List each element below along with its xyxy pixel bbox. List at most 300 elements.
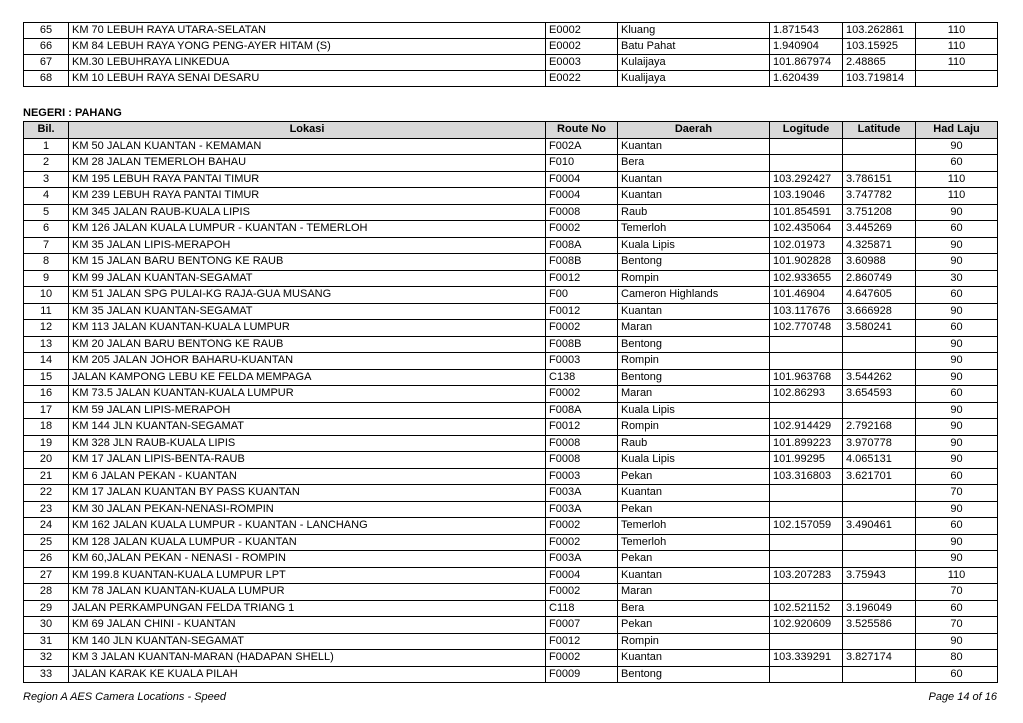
cell-route: F0008 bbox=[546, 204, 618, 221]
cell-daerah: Raub bbox=[618, 204, 770, 221]
table-row bbox=[24, 155, 998, 172]
cell-route: F0004 bbox=[546, 171, 618, 188]
cell-daerah: Maran bbox=[618, 320, 770, 337]
cell-latitude: 3.654593 bbox=[843, 386, 916, 403]
cell-latitude: 3.544262 bbox=[843, 369, 916, 386]
header-latitude: Latitude bbox=[843, 122, 916, 139]
table-row bbox=[24, 55, 998, 71]
cell-daerah: Temerloh bbox=[618, 518, 770, 535]
cell-longitude: 102.770748 bbox=[770, 320, 843, 337]
cell-bil: 1 bbox=[24, 138, 69, 155]
cell-daerah: Bera bbox=[618, 600, 770, 617]
cell-route: E0003 bbox=[546, 55, 618, 71]
cell-route: F0002 bbox=[546, 320, 618, 337]
cell-longitude: 102.435064 bbox=[770, 221, 843, 238]
cell-route: F010 bbox=[546, 155, 618, 172]
cell-route: F0008 bbox=[546, 435, 618, 452]
cell-longitude: 102.521152 bbox=[770, 600, 843, 617]
cell-had-laju: 30 bbox=[916, 270, 998, 287]
table-row bbox=[24, 666, 998, 683]
cell-route: C118 bbox=[546, 600, 618, 617]
cell-route: F0012 bbox=[546, 303, 618, 320]
cell-longitude: 103.117676 bbox=[770, 303, 843, 320]
cell-longitude bbox=[770, 551, 843, 568]
header-bil: Bil. bbox=[24, 122, 69, 139]
cell-latitude: 3.75943 bbox=[843, 567, 916, 584]
table-row bbox=[24, 650, 998, 667]
cell-longitude: 1.940904 bbox=[770, 39, 843, 55]
cell-latitude bbox=[843, 485, 916, 502]
cell-daerah: Temerloh bbox=[618, 534, 770, 551]
cell-bil: 30 bbox=[24, 617, 69, 634]
cell-daerah: Kualijaya bbox=[618, 71, 770, 87]
cell-had-laju: 60 bbox=[916, 666, 998, 683]
table-row bbox=[24, 501, 998, 518]
cell-route: F008B bbox=[546, 254, 618, 271]
table-row bbox=[24, 551, 998, 568]
cell-latitude: 3.970778 bbox=[843, 435, 916, 452]
cell-longitude bbox=[770, 402, 843, 419]
cell-had-laju: 110 bbox=[916, 171, 998, 188]
cell-daerah: Kuantan bbox=[618, 171, 770, 188]
cell-longitude: 101.963768 bbox=[770, 369, 843, 386]
cell-latitude: 3.827174 bbox=[843, 650, 916, 667]
cell-daerah: Kuala Lipis bbox=[618, 452, 770, 469]
cell-bil: 6 bbox=[24, 221, 69, 238]
cell-latitude bbox=[843, 353, 916, 370]
cell-had-laju: 60 bbox=[916, 221, 998, 238]
cell-latitude bbox=[843, 336, 916, 353]
cell-lokasi: KM 113 JALAN KUANTAN-KUALA LUMPUR bbox=[69, 320, 546, 337]
cell-latitude: 3.580241 bbox=[843, 320, 916, 337]
cell-bil: 16 bbox=[24, 386, 69, 403]
table-row bbox=[24, 39, 998, 55]
cell-lokasi: KM 28 JALAN TEMERLOH BAHAU bbox=[69, 155, 546, 172]
cell-had-laju: 90 bbox=[916, 633, 998, 650]
table-row bbox=[24, 534, 998, 551]
cell-had-laju: 90 bbox=[916, 435, 998, 452]
cell-lokasi: KM 99 JALAN KUANTAN-SEGAMAT bbox=[69, 270, 546, 287]
table-row bbox=[24, 188, 998, 205]
cell-lokasi: KM 195 LEBUH RAYA PANTAI TIMUR bbox=[69, 171, 546, 188]
cell-had-laju: 90 bbox=[916, 303, 998, 320]
cell-route: F003A bbox=[546, 551, 618, 568]
cell-bil: 5 bbox=[24, 204, 69, 221]
cell-had-laju bbox=[916, 71, 998, 87]
cell-daerah: Maran bbox=[618, 584, 770, 601]
cell-latitude bbox=[843, 501, 916, 518]
cell-lokasi: KM 140 JLN KUANTAN-SEGAMAT bbox=[69, 633, 546, 650]
cell-had-laju: 90 bbox=[916, 369, 998, 386]
cell-lokasi: KM 126 JALAN KUALA LUMPUR - KUANTAN - TEMERLOH bbox=[69, 221, 546, 238]
cell-lokasi: KM 3 JALAN KUANTAN-MARAN (HADAPAN SHELL) bbox=[69, 650, 546, 667]
cell-latitude bbox=[843, 155, 916, 172]
cell-route: F003A bbox=[546, 485, 618, 502]
cell-longitude bbox=[770, 155, 843, 172]
cell-route: F0008 bbox=[546, 452, 618, 469]
cell-had-laju: 90 bbox=[916, 138, 998, 155]
cell-longitude: 101.867974 bbox=[770, 55, 843, 71]
cell-daerah: Pekan bbox=[618, 501, 770, 518]
cell-route: C138 bbox=[546, 369, 618, 386]
table-row bbox=[24, 402, 998, 419]
table-row bbox=[24, 254, 998, 271]
table-row bbox=[24, 336, 998, 353]
cell-route: F0002 bbox=[546, 518, 618, 535]
cell-latitude: 2.792168 bbox=[843, 419, 916, 436]
cell-had-laju: 70 bbox=[916, 485, 998, 502]
cell-daerah: Pekan bbox=[618, 468, 770, 485]
cell-bil: 25 bbox=[24, 534, 69, 551]
cell-daerah: Kuala Lipis bbox=[618, 237, 770, 254]
cell-longitude: 101.854591 bbox=[770, 204, 843, 221]
cell-lokasi: KM 17 JALAN KUANTAN BY PASS KUANTAN bbox=[69, 485, 546, 502]
cell-lokasi: KM 144 JLN KUANTAN-SEGAMAT bbox=[69, 419, 546, 436]
cell-longitude: 1.871543 bbox=[770, 23, 843, 39]
cell-daerah: Cameron Highlands bbox=[618, 287, 770, 304]
cell-route: E0002 bbox=[546, 39, 618, 55]
cell-longitude: 102.157059 bbox=[770, 518, 843, 535]
cell-longitude: 102.86293 bbox=[770, 386, 843, 403]
page-number: Page 14 of 16 bbox=[928, 691, 997, 703]
cell-bil: 10 bbox=[24, 287, 69, 304]
table-row bbox=[24, 221, 998, 238]
cell-had-laju: 60 bbox=[916, 600, 998, 617]
cell-route: F0012 bbox=[546, 419, 618, 436]
cell-route: F0004 bbox=[546, 567, 618, 584]
cell-had-laju: 110 bbox=[916, 55, 998, 71]
cell-latitude: 3.60988 bbox=[843, 254, 916, 271]
cell-latitude bbox=[843, 534, 916, 551]
cell-had-laju: 60 bbox=[916, 386, 998, 403]
cell-lokasi: KM 20 JALAN BARU BENTONG KE RAUB bbox=[69, 336, 546, 353]
cell-bil: 28 bbox=[24, 584, 69, 601]
cell-route: F0009 bbox=[546, 666, 618, 683]
cell-route: F0002 bbox=[546, 386, 618, 403]
cell-lokasi: KM 84 LEBUH RAYA YONG PENG-AYER HITAM (S) bbox=[69, 39, 546, 55]
cell-had-laju: 90 bbox=[916, 501, 998, 518]
cell-had-laju: 60 bbox=[916, 518, 998, 535]
cell-longitude: 101.46904 bbox=[770, 287, 843, 304]
cell-latitude: 4.325871 bbox=[843, 237, 916, 254]
cell-lokasi: KM 78 JALAN KUANTAN-KUALA LUMPUR bbox=[69, 584, 546, 601]
cell-lokasi: JALAN KARAK KE KUALA PILAH bbox=[69, 666, 546, 683]
cell-bil: 22 bbox=[24, 485, 69, 502]
cell-lokasi: KM 35 JALAN LIPIS-MERAPOH bbox=[69, 237, 546, 254]
table-row bbox=[24, 518, 998, 535]
table-row bbox=[24, 600, 998, 617]
cell-latitude: 3.747782 bbox=[843, 188, 916, 205]
cell-had-laju: 90 bbox=[916, 237, 998, 254]
cell-longitude: 102.914429 bbox=[770, 419, 843, 436]
cell-daerah: Kluang bbox=[618, 23, 770, 39]
table-row bbox=[24, 303, 998, 320]
cell-longitude bbox=[770, 353, 843, 370]
cell-route: F0002 bbox=[546, 221, 618, 238]
cell-lokasi: KM 15 JALAN BARU BENTONG KE RAUB bbox=[69, 254, 546, 271]
cell-daerah: Bentong bbox=[618, 369, 770, 386]
header-row bbox=[24, 122, 998, 139]
cell-bil: 20 bbox=[24, 452, 69, 469]
cell-daerah: Kuantan bbox=[618, 567, 770, 584]
cell-latitude: 3.751208 bbox=[843, 204, 916, 221]
cell-had-laju: 70 bbox=[916, 584, 998, 601]
cell-had-laju: 90 bbox=[916, 353, 998, 370]
cell-latitude bbox=[843, 138, 916, 155]
cell-bil: 18 bbox=[24, 419, 69, 436]
cell-latitude: 103.719814 bbox=[843, 71, 916, 87]
table-row bbox=[24, 584, 998, 601]
cell-lokasi: KM 73.5 JALAN KUANTAN-KUALA LUMPUR bbox=[69, 386, 546, 403]
table-row bbox=[24, 386, 998, 403]
cell-latitude: 103.262861 bbox=[843, 23, 916, 39]
footer-title: Region A AES Camera Locations - Speed bbox=[23, 691, 227, 703]
cell-daerah: Kuantan bbox=[618, 138, 770, 155]
cell-daerah: Maran bbox=[618, 386, 770, 403]
cell-route: F0003 bbox=[546, 353, 618, 370]
cell-daerah: Pekan bbox=[618, 617, 770, 634]
header-lokasi: Lokasi bbox=[69, 122, 546, 139]
cell-route: F0012 bbox=[546, 270, 618, 287]
cell-latitude bbox=[843, 666, 916, 683]
cell-bil: 13 bbox=[24, 336, 69, 353]
cell-latitude bbox=[843, 402, 916, 419]
state-label: NEGERI : PAHANG bbox=[23, 107, 122, 119]
header-daerah: Daerah bbox=[618, 122, 770, 139]
cell-longitude bbox=[770, 666, 843, 683]
cell-lokasi: KM 59 JALAN LIPIS-MERAPOH bbox=[69, 402, 546, 419]
cell-daerah: Raub bbox=[618, 435, 770, 452]
cell-bil: 12 bbox=[24, 320, 69, 337]
cell-daerah: Kuantan bbox=[618, 650, 770, 667]
cell-bil: 23 bbox=[24, 501, 69, 518]
cell-had-laju: 90 bbox=[916, 336, 998, 353]
cell-latitude: 3.196049 bbox=[843, 600, 916, 617]
header-route: Route No bbox=[546, 122, 618, 139]
cell-longitude: 103.339291 bbox=[770, 650, 843, 667]
cell-longitude: 101.902828 bbox=[770, 254, 843, 271]
cell-route: F0003 bbox=[546, 468, 618, 485]
cell-lokasi: KM 69 JALAN CHINI - KUANTAN bbox=[69, 617, 546, 634]
cell-bil: 29 bbox=[24, 600, 69, 617]
cell-bil: 14 bbox=[24, 353, 69, 370]
cell-latitude: 3.786151 bbox=[843, 171, 916, 188]
cell-had-laju: 60 bbox=[916, 468, 998, 485]
cell-lokasi: KM.30 LEBUHRAYA LINKEDUA bbox=[69, 55, 546, 71]
cell-daerah: Rompin bbox=[618, 270, 770, 287]
cell-lokasi: JALAN KAMPONG LEBU KE FELDA MEMPAGA bbox=[69, 369, 546, 386]
cell-lokasi: KM 35 JALAN KUANTAN-SEGAMAT bbox=[69, 303, 546, 320]
cell-lokasi: KM 199.8 KUANTAN-KUALA LUMPUR LPT bbox=[69, 567, 546, 584]
cell-longitude bbox=[770, 336, 843, 353]
cell-had-laju: 60 bbox=[916, 287, 998, 304]
table-row bbox=[24, 419, 998, 436]
cell-lokasi: KM 60,JALAN PEKAN - NENASI - ROMPIN bbox=[69, 551, 546, 568]
cell-longitude: 102.920609 bbox=[770, 617, 843, 634]
cell-bil: 67 bbox=[24, 55, 69, 71]
cell-route: F002A bbox=[546, 138, 618, 155]
cell-daerah: Pekan bbox=[618, 551, 770, 568]
table-row bbox=[24, 171, 998, 188]
cell-route: E0002 bbox=[546, 23, 618, 39]
cell-lokasi: KM 239 LEBUH RAYA PANTAI TIMUR bbox=[69, 188, 546, 205]
cell-lokasi: KM 328 JLN RAUB-KUALA LIPIS bbox=[69, 435, 546, 452]
table-row bbox=[24, 617, 998, 634]
cell-latitude: 2.48865 bbox=[843, 55, 916, 71]
cell-had-laju: 110 bbox=[916, 567, 998, 584]
header-longitude: Logitude bbox=[770, 122, 843, 139]
cell-longitude: 103.292427 bbox=[770, 171, 843, 188]
cell-had-laju: 70 bbox=[916, 617, 998, 634]
cell-latitude: 2.860749 bbox=[843, 270, 916, 287]
cell-longitude bbox=[770, 501, 843, 518]
cell-longitude: 102.933655 bbox=[770, 270, 843, 287]
table-row bbox=[24, 452, 998, 469]
cell-lokasi: JALAN PERKAMPUNGAN FELDA TRIANG 1 bbox=[69, 600, 546, 617]
cell-had-laju: 90 bbox=[916, 204, 998, 221]
cell-daerah: Batu Pahat bbox=[618, 39, 770, 55]
cell-longitude: 101.899223 bbox=[770, 435, 843, 452]
table-row bbox=[24, 237, 998, 254]
cell-daerah: Kuala Lipis bbox=[618, 402, 770, 419]
table-row bbox=[24, 138, 998, 155]
cell-latitude bbox=[843, 633, 916, 650]
cell-bil: 11 bbox=[24, 303, 69, 320]
table-row bbox=[24, 23, 998, 39]
cell-longitude: 101.99295 bbox=[770, 452, 843, 469]
cell-daerah: Bentong bbox=[618, 336, 770, 353]
cell-bil: 21 bbox=[24, 468, 69, 485]
table-row bbox=[24, 71, 998, 87]
table-row bbox=[24, 567, 998, 584]
table-row bbox=[24, 353, 998, 370]
cell-bil: 2 bbox=[24, 155, 69, 172]
cell-daerah: Bera bbox=[618, 155, 770, 172]
cell-had-laju: 90 bbox=[916, 551, 998, 568]
cell-bil: 26 bbox=[24, 551, 69, 568]
cell-latitude: 4.647605 bbox=[843, 287, 916, 304]
cell-latitude: 3.621701 bbox=[843, 468, 916, 485]
table-row bbox=[24, 369, 998, 386]
table-row bbox=[24, 204, 998, 221]
cell-had-laju: 60 bbox=[916, 320, 998, 337]
cell-bil: 8 bbox=[24, 254, 69, 271]
cell-lokasi: KM 6 JALAN PEKAN - KUANTAN bbox=[69, 468, 546, 485]
cell-latitude: 103.15925 bbox=[843, 39, 916, 55]
pahang-camera-table bbox=[23, 121, 998, 683]
previous-state-table bbox=[23, 22, 998, 87]
cell-lokasi: KM 10 LEBUH RAYA SENAI DESARU bbox=[69, 71, 546, 87]
cell-latitude: 4.065131 bbox=[843, 452, 916, 469]
cell-daerah: Kuantan bbox=[618, 188, 770, 205]
cell-bil: 4 bbox=[24, 188, 69, 205]
cell-daerah: Rompin bbox=[618, 633, 770, 650]
cell-route: F003A bbox=[546, 501, 618, 518]
table-row bbox=[24, 468, 998, 485]
cell-route: F008B bbox=[546, 336, 618, 353]
cell-lokasi: KM 17 JALAN LIPIS-BENTA-RAUB bbox=[69, 452, 546, 469]
cell-bil: 33 bbox=[24, 666, 69, 683]
cell-bil: 15 bbox=[24, 369, 69, 386]
cell-route: F0002 bbox=[546, 584, 618, 601]
table-row bbox=[24, 320, 998, 337]
cell-had-laju: 90 bbox=[916, 254, 998, 271]
cell-latitude bbox=[843, 584, 916, 601]
cell-bil: 66 bbox=[24, 39, 69, 55]
cell-latitude: 3.525586 bbox=[843, 617, 916, 634]
cell-daerah: Kulaijaya bbox=[618, 55, 770, 71]
cell-daerah: Bentong bbox=[618, 666, 770, 683]
cell-longitude: 1.620439 bbox=[770, 71, 843, 87]
cell-latitude: 3.445269 bbox=[843, 221, 916, 238]
cell-daerah: Bentong bbox=[618, 254, 770, 271]
cell-latitude: 3.490461 bbox=[843, 518, 916, 535]
cell-had-laju: 110 bbox=[916, 39, 998, 55]
cell-longitude bbox=[770, 584, 843, 601]
table-row bbox=[24, 270, 998, 287]
cell-daerah: Rompin bbox=[618, 353, 770, 370]
cell-longitude bbox=[770, 534, 843, 551]
cell-lokasi: KM 205 JALAN JOHOR BAHARU-KUANTAN bbox=[69, 353, 546, 370]
table-row bbox=[24, 633, 998, 650]
cell-route: F008A bbox=[546, 237, 618, 254]
cell-route: F0002 bbox=[546, 534, 618, 551]
cell-longitude: 102.01973 bbox=[770, 237, 843, 254]
cell-had-laju: 80 bbox=[916, 650, 998, 667]
cell-bil: 32 bbox=[24, 650, 69, 667]
cell-had-laju: 60 bbox=[916, 155, 998, 172]
cell-latitude bbox=[843, 551, 916, 568]
header-had-laju: Had Laju bbox=[916, 122, 998, 139]
cell-daerah: Kuantan bbox=[618, 303, 770, 320]
cell-daerah: Kuantan bbox=[618, 485, 770, 502]
cell-lokasi: KM 30 JALAN PEKAN-NENASI-ROMPIN bbox=[69, 501, 546, 518]
cell-bil: 68 bbox=[24, 71, 69, 87]
cell-route: F008A bbox=[546, 402, 618, 419]
cell-had-laju: 90 bbox=[916, 452, 998, 469]
cell-longitude: 103.19046 bbox=[770, 188, 843, 205]
cell-route: F0004 bbox=[546, 188, 618, 205]
cell-had-laju: 90 bbox=[916, 402, 998, 419]
cell-route: F0002 bbox=[546, 650, 618, 667]
cell-daerah: Temerloh bbox=[618, 221, 770, 238]
cell-daerah: Rompin bbox=[618, 419, 770, 436]
table-row bbox=[24, 485, 998, 502]
cell-bil: 19 bbox=[24, 435, 69, 452]
cell-had-laju: 110 bbox=[916, 23, 998, 39]
cell-bil: 17 bbox=[24, 402, 69, 419]
cell-bil: 65 bbox=[24, 23, 69, 39]
cell-latitude: 3.666928 bbox=[843, 303, 916, 320]
cell-route: F0007 bbox=[546, 617, 618, 634]
cell-had-laju: 90 bbox=[916, 419, 998, 436]
cell-had-laju: 90 bbox=[916, 534, 998, 551]
table-row bbox=[24, 435, 998, 452]
cell-lokasi: KM 128 JALAN KUALA LUMPUR - KUANTAN bbox=[69, 534, 546, 551]
cell-longitude: 103.207283 bbox=[770, 567, 843, 584]
cell-longitude: 103.316803 bbox=[770, 468, 843, 485]
cell-route: F00 bbox=[546, 287, 618, 304]
cell-longitude bbox=[770, 633, 843, 650]
cell-longitude bbox=[770, 485, 843, 502]
cell-bil: 7 bbox=[24, 237, 69, 254]
cell-bil: 9 bbox=[24, 270, 69, 287]
table-row bbox=[24, 287, 998, 304]
cell-lokasi: KM 50 JALAN KUANTAN - KEMAMAN bbox=[69, 138, 546, 155]
cell-route: F0012 bbox=[546, 633, 618, 650]
cell-bil: 3 bbox=[24, 171, 69, 188]
cell-route: E0022 bbox=[546, 71, 618, 87]
